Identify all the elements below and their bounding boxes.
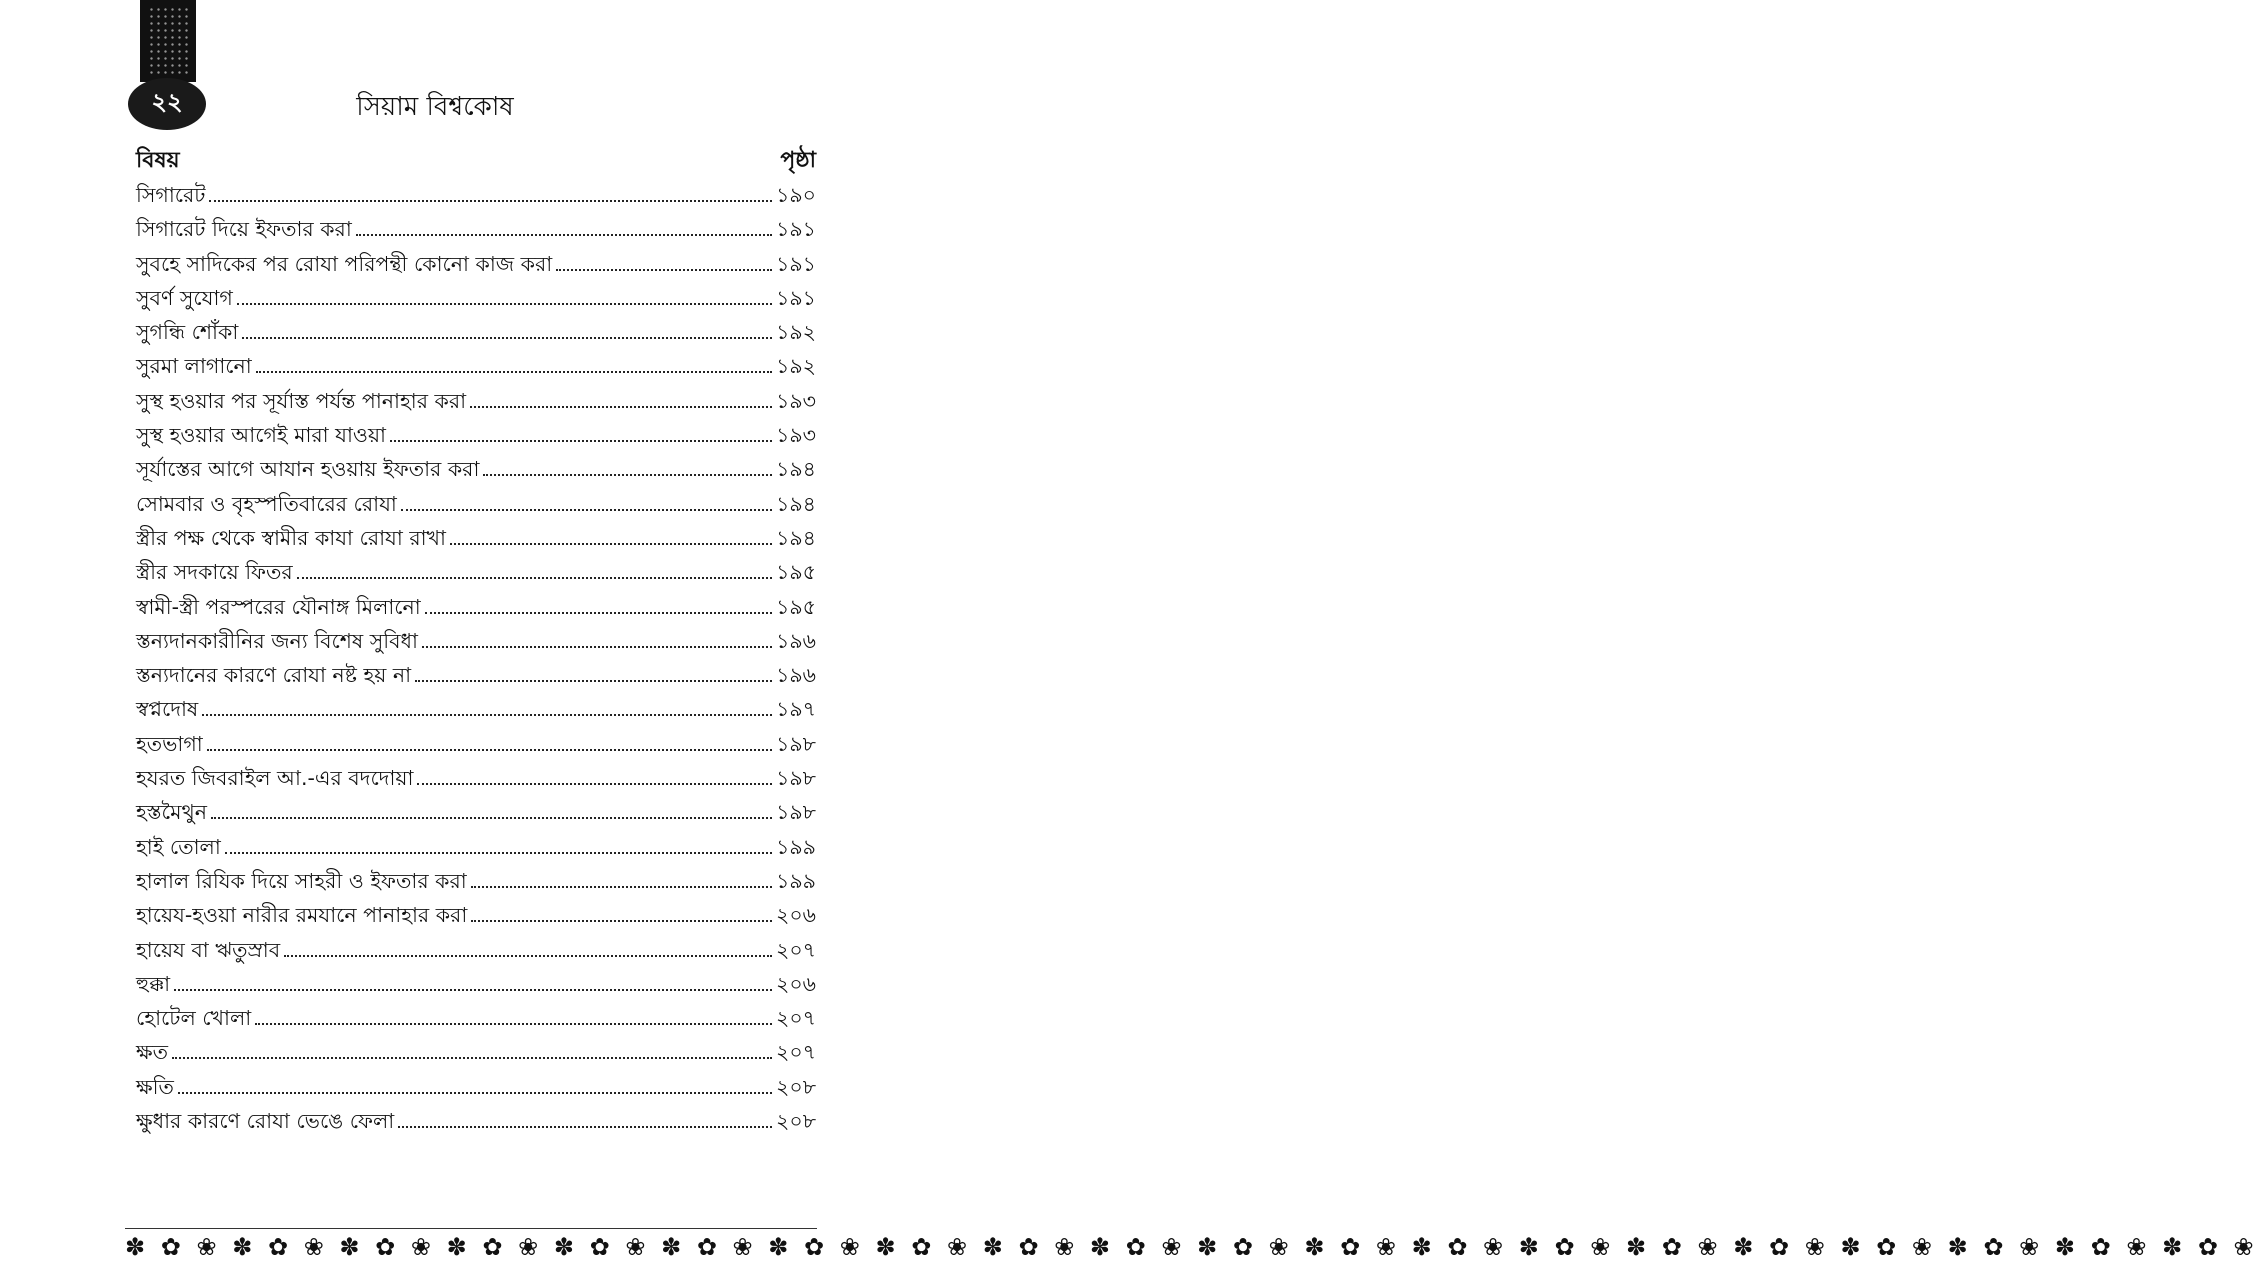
toc-page-number: ১৯১ [776,217,816,242]
toc-page-number: ১৯৯ [776,868,816,893]
toc-topic: হস্তমৈথুন [136,800,208,825]
toc-topic: স্তন্যদানের কারণে রোযা নষ্ট হয় না [136,663,412,688]
running-title: সিয়াম বিশ্বকোষ [356,92,514,122]
toc-leader-dots [256,371,772,373]
toc-page-number: ১৯৯ [776,834,816,859]
toc-page-number: ২০৭ [776,1040,816,1065]
toc-leader-dots [174,989,772,991]
toc-row [136,489,816,523]
spine-decoration [140,0,196,82]
toc-topic: স্বপ্নদোষ [136,697,199,722]
toc-topic: স্তন্যদানকারীনির জন্য বিশেষ সুবিধা [136,628,418,653]
toc-row [136,763,816,797]
toc-topic: ক্ষত [136,1040,168,1065]
toc-topic: হাই তোলা [136,834,221,859]
toc-topic: হায়েয-হওয়া নারীর রমযানে পানাহার করা [136,903,468,928]
toc-row [136,523,816,557]
toc-leader-dots [209,200,772,202]
toc-topic: সুবর্ণ সুযোগ [136,285,233,310]
toc-leader-dots [470,406,772,408]
toc-page-number: ১৯৬ [776,663,816,688]
toc-topic: স্ত্রীর পক্ষ থেকে স্বামীর কাযা রোযা রাখা [136,525,446,550]
toc-row [136,866,816,900]
toc-row [136,1072,816,1106]
toc-leader-dots [211,817,772,819]
toc-leader-dots [401,509,772,511]
toc-row [136,180,816,214]
toc-leader-dots [202,714,772,716]
toc-leader-dots [178,1092,772,1094]
toc-page-number: ১৯৮ [776,800,816,825]
toc-row [136,420,816,454]
toc-column-topic: বিষয় [136,148,180,173]
toc-row [136,454,816,488]
toc-row [136,249,816,283]
toc-leader-dots [297,577,772,579]
toc-page-number: ১৯৪ [776,491,816,516]
toc-row [136,283,816,317]
toc-row [136,317,816,351]
toc-page-number: ১৯৫ [776,560,816,585]
toc-column-page: পৃষ্ঠা [780,148,816,173]
toc-leader-dots [483,474,772,476]
toc-leader-dots [237,303,772,305]
toc-topic: সূর্যাস্তের আগে আযান হওয়ায় ইফতার করা [136,457,480,482]
toc-topic: স্ত্রীর সদকায়ে ফিতর [136,560,293,585]
toc-page-number: ১৯১ [776,285,816,310]
toc-page-number: ১৯৮ [776,766,816,791]
toc-topic: স্বামী-স্ত্রী পরস্পরের যৌনাঙ্গ মিলানো [136,594,421,619]
toc-topic: সুরমা লাগানো [136,354,252,379]
footer-rule [125,1228,817,1229]
toc-leader-dots [225,852,772,854]
toc-topic: সুবহে সাদিকের পর রোযা পরিপন্থী কোনো কাজ করা [136,251,553,276]
toc-page-number: ২০৭ [776,1006,816,1031]
toc-topic: হুক্কা [136,971,171,996]
toc-leader-dots [398,1126,772,1128]
toc-page-number: ১৯০ [776,183,816,207]
toc-list [136,180,816,1140]
toc-leader-dots [422,646,772,648]
toc-page-number: ২০৭ [776,937,816,962]
toc-page-number: ১৯৪ [776,457,816,482]
toc-page-number: ১৯৭ [776,697,816,722]
toc-leader-dots [471,886,772,888]
toc-topic: সিগারেট দিয়ে ইফতার করা [136,217,352,242]
toc-topic: সুস্থ হওয়ার আগেই মারা যাওয়া [136,423,386,448]
toc-page-number: ১৯২ [776,320,816,345]
toc-row [136,832,816,866]
toc-row [136,557,816,591]
toc-page-number: ১৯১ [776,251,816,276]
toc-leader-dots [556,269,772,271]
toc-topic: হতভাগা [136,731,203,756]
toc-page-number: ২০৬ [776,903,816,928]
toc-leader-dots [242,337,772,339]
toc-page-number: ১৯৮ [776,731,816,756]
toc-row [136,900,816,934]
toc-topic: সুস্থ হওয়ার পর সূর্যাস্ত পর্যন্ত পানাহার করা [136,388,467,413]
toc-topic: সোমবার ও বৃহস্পতিবারের রোযা [136,491,397,516]
toc-page-number: ১৯৪ [776,525,816,550]
toc-topic: সুগন্ধি শোঁকা [136,320,239,345]
toc-topic: হোটেল খোলা [136,1006,252,1031]
table-of-contents [136,142,816,1140]
toc-row [136,660,816,694]
toc-page-number: ২০৮ [776,1074,816,1099]
toc-row [136,729,816,763]
toc-page-number: ১৯২ [776,354,816,379]
toc-row [136,1003,816,1037]
toc-row [136,592,816,626]
toc-topic: হায়েয বা ঋতুস্রাব [136,937,281,962]
toc-leader-dots [450,543,772,545]
toc-page-number: ২০৬ [776,971,816,996]
toc-leader-dots [471,920,772,922]
toc-row [136,694,816,728]
toc-leader-dots [356,234,772,236]
toc-leader-dots [415,680,772,682]
toc-page-number: ১৯৫ [776,594,816,619]
toc-leader-dots [417,783,772,785]
toc-row [136,386,816,420]
toc-row [136,969,816,1003]
flower-ornament-icon: ✽ ✿ ❀ ✽ ✿ ❀ ✽ ✿ ❀ ✽ ✿ ❀ ✽ ✿ ❀ ✽ ✿ ❀ ✽ ✿ ❀ ✽ ✿ ❀ ✽ ✿ ❀ ✽ ✿ ❀ ✽ ✿ ❀ ✽ ✿ ❀ ✽ ✿ ❀ ✽ ✿ ❀ ✽ ✿ ❀ ✽ ✿ ❀ ✽ ✿ ❀ ✽ ✿ ❀ ✽ ✿ ❀ ✽ ✿ ❀ [125,1233,2258,1261]
toc-page-number: ১৯৬ [776,628,816,653]
toc-row [136,935,816,969]
toc-header [136,142,816,180]
toc-leader-dots [172,1057,772,1059]
toc-topic: সিগারেট [136,183,206,207]
toc-row [136,1037,816,1071]
page-number: ২২ [151,88,183,116]
toc-row [136,1106,816,1140]
toc-topic: ক্ষুধার কারণে রোযা ভেঙে ফেলা [136,1109,395,1134]
toc-topic: হালাল রিযিক দিয়ে সাহরী ও ইফতার করা [136,868,467,893]
toc-leader-dots [425,612,772,614]
toc-topic: হযরত জিবরাইল আ.-এর বদদোয়া [136,766,414,791]
toc-page-number: ২০৮ [776,1109,816,1134]
toc-leader-dots [207,749,772,751]
toc-topic: ক্ষতি [136,1074,174,1099]
toc-row [136,797,816,831]
toc-row [136,351,816,385]
toc-leader-dots [284,955,772,957]
toc-leader-dots [255,1023,772,1025]
toc-page-number: ১৯৩ [776,423,816,448]
toc-leader-dots [390,440,772,442]
toc-row [136,214,816,248]
toc-row [136,626,816,660]
toc-page-number: ১৯৩ [776,388,816,413]
